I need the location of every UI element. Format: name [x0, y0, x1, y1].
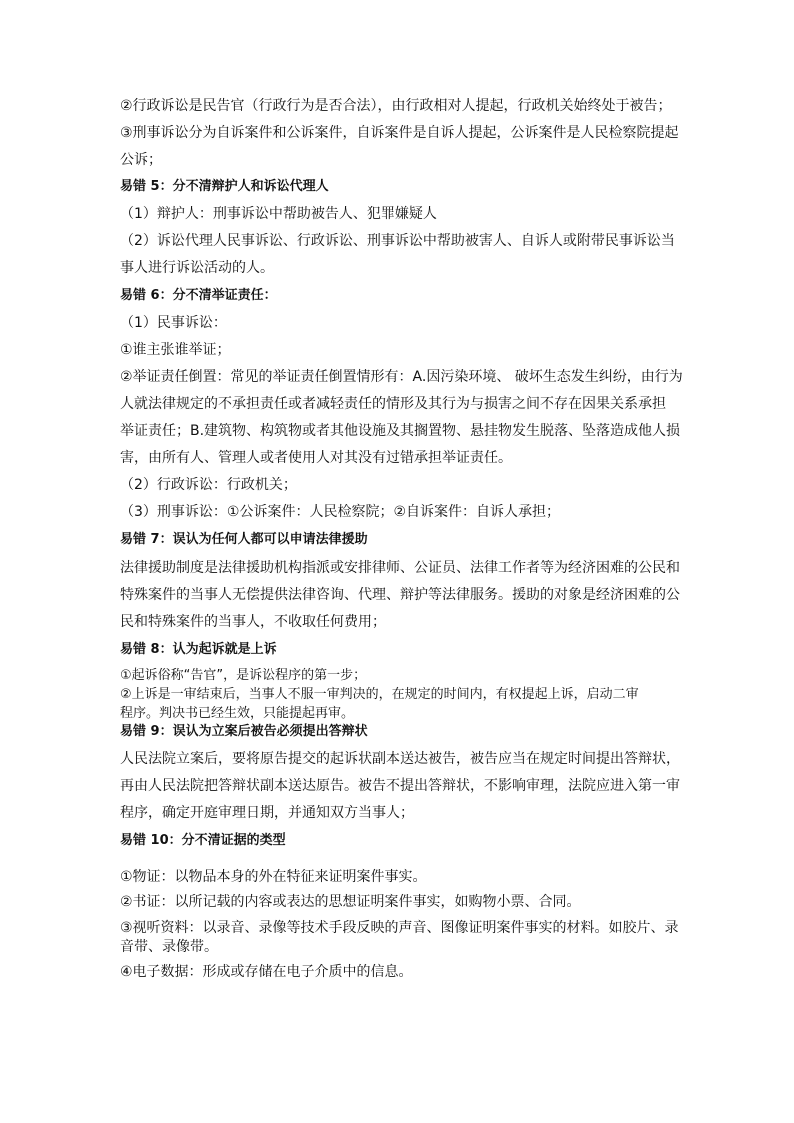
section-heading: 易错 9：误认为立案后被告必须提出答辩状 [120, 724, 368, 739]
paragraph-line: ③刑事诉讼分为自诉案件和公诉案件，自诉案件是自诉人提起，公诉案件是人民检察院提起 [120, 125, 679, 141]
paragraph-line: 程序，确定开庭审理日期，并通知双方当事人； [120, 805, 414, 821]
section-heading: 易错 7：误认为任何人都可以申请法律援助 [120, 532, 368, 547]
paragraph-line: ①物证：以物品本身的外在特征来证明案件事实。 [120, 869, 427, 885]
paragraph-line: 害，由所有人、管理人或者使用人对其没有过错承担举证责任。 [120, 450, 512, 466]
section-heading: 易错 8：认为起诉就是上诉 [120, 642, 277, 657]
paragraph-line: 举证责任；B.建筑物、构筑物或者其他设施及其搁置物、悬挂物发生脱落、坠落造成他人损 [120, 423, 681, 439]
section-heading: 易错 5：分不清辩护人和诉讼代理人 [120, 179, 329, 194]
paragraph-line: ②书证：以所记载的内容或表达的思想证明案件事实，如购物小票、合同。 [120, 894, 581, 910]
paragraph-line: 音带、录像带。 [120, 939, 218, 955]
paragraph-line: ②上诉是一审结束后，当事人不服一审判决的，在规定的时间内，有权提起上诉，启动二审 [120, 687, 639, 702]
section-heading: 易错 10：分不清证据的类型 [120, 833, 286, 848]
paragraph-line: （1）辩护人：刑事诉讼中帮助被告人、犯罪嫌疑人 [120, 206, 437, 222]
paragraph-line: ②举证责任倒置：常见的举证责任倒置情形有：A.因污染环境、 破坏生态发生纠纷，由行为 [120, 369, 683, 385]
paragraph-line: （2）行政诉讼：行政机关； [120, 477, 297, 493]
paragraph-line: 人民法院立案后，要将原告提交的起诉状副本送达被告，被告应当在规定时间提出答辩状， [120, 751, 680, 767]
paragraph-line: 程序。判决书已经生效，只能提起再审。 [120, 706, 355, 721]
paragraph-line: ①起诉俗称“告官”，是诉讼程序的第一步； [120, 668, 367, 683]
paragraph-line: 人就法律规定的不承担责任或者减轻责任的情形及其行为与损害之间不存在因果关系承担 [120, 396, 666, 412]
paragraph-line: 再由人民法院把答辩状副本送达原告。被告不提出答辩状，不影响审理，法院应进入第一审 [120, 778, 680, 794]
paragraph-line: （2）诉讼代理人民事诉讼、行政诉讼、刑事诉讼中帮助被害人、自诉人或附带民事诉讼当 [120, 233, 675, 249]
paragraph-line: ②行政诉讼是民告官（行政行为是否合法），由行政相对人提起，行政机关始终处于被告； [120, 98, 672, 114]
paragraph-line: 公诉； [120, 152, 162, 168]
paragraph-line: ④电子数据：形成或存储在电子介质中的信息。 [120, 964, 413, 980]
paragraph-line: 事人进行诉讼活动的人。 [120, 260, 274, 276]
paragraph-line: 民和特殊案件的当事人，不收取任何费用； [120, 614, 386, 630]
section-heading: 易错 6：分不清举证责任： [120, 288, 277, 303]
paragraph-line: （3）刑事诉讼：①公诉案件：人民检察院；②自诉案件：自诉人承担； [120, 504, 561, 520]
paragraph-line: ①谁主张谁举证； [120, 342, 231, 358]
paragraph-line: 特殊案件的当事人无偿提供法律咨询、代理、辩护等法律服务。援助的对象是经济困难的公 [120, 587, 680, 603]
paragraph-line: 法律援助制度是法律援助机构指派或安排律师、公证员、法律工作者等为经济困难的公民和 [120, 560, 680, 576]
paragraph-line: （1）民事诉讼： [120, 315, 227, 331]
paragraph-line: ③视听资料：以录音、录像等技术手段反映的声音、图像证明案件事实的材料。如胶片、录 [120, 920, 679, 936]
